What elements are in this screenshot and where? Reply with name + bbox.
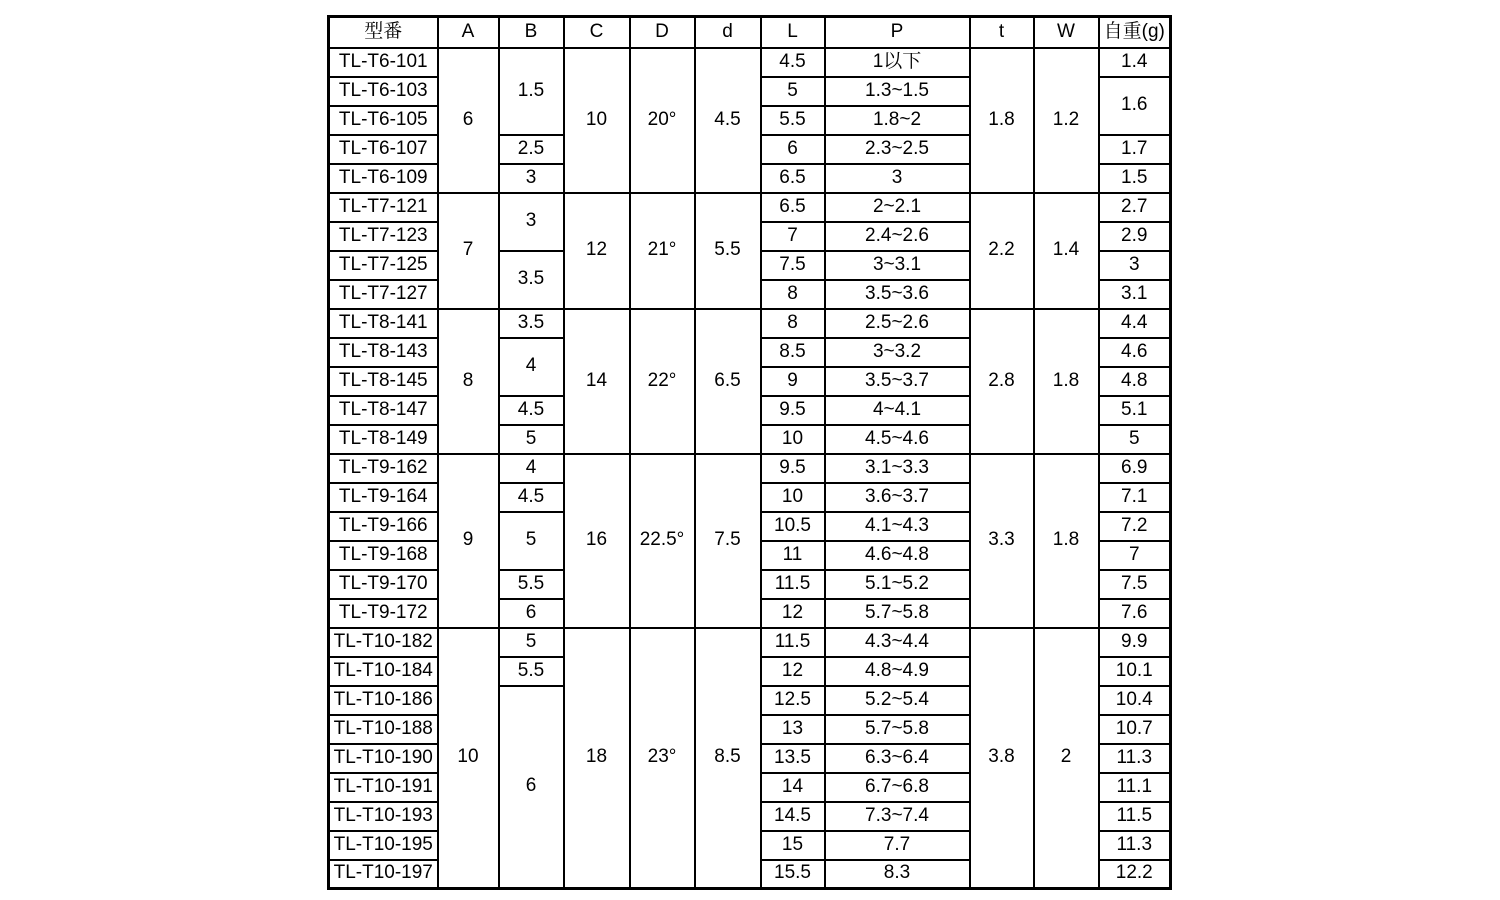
cell-p: 3~3.1 xyxy=(825,251,970,280)
cell-weight: 11.1 xyxy=(1099,773,1171,802)
cell-l: 8.5 xyxy=(761,338,825,367)
cell-l: 13 xyxy=(761,715,825,744)
cell-c: 16 xyxy=(564,454,630,628)
cell-l: 11 xyxy=(761,541,825,570)
cell-d-lower: 4.5 xyxy=(695,48,761,193)
cell-c: 14 xyxy=(564,309,630,454)
cell-p: 6.7~6.8 xyxy=(825,773,970,802)
cell-p: 2.4~2.6 xyxy=(825,222,970,251)
cell-b: 4.5 xyxy=(499,396,564,425)
cell-p: 1以下 xyxy=(825,48,970,77)
cell-p: 1.8~2 xyxy=(825,106,970,135)
table-row xyxy=(329,454,1171,483)
cell-p: 3 xyxy=(825,164,970,193)
cell-b: 6 xyxy=(499,599,564,628)
header-row xyxy=(329,17,1171,48)
cell-weight: 4.6 xyxy=(1099,338,1171,367)
cell-d-upper: 22.5° xyxy=(630,454,695,628)
cell-p: 3~3.2 xyxy=(825,338,970,367)
cell-l: 7 xyxy=(761,222,825,251)
cell-l: 8 xyxy=(761,309,825,338)
cell-w: 1.4 xyxy=(1034,193,1099,309)
cell-weight: 2.9 xyxy=(1099,222,1171,251)
cell-c: 10 xyxy=(564,48,630,193)
cell-p: 2~2.1 xyxy=(825,193,970,222)
cell-b: 5.5 xyxy=(499,570,564,599)
cell-model: TL-T10-191 xyxy=(329,773,438,802)
cell-l: 6 xyxy=(761,135,825,164)
cell-p: 4.3~4.4 xyxy=(825,628,970,657)
cell-b: 5 xyxy=(499,512,564,570)
cell-weight: 7.6 xyxy=(1099,599,1171,628)
cell-l: 5.5 xyxy=(761,106,825,135)
cell-d-upper: 21° xyxy=(630,193,695,309)
cell-p: 3.5~3.7 xyxy=(825,367,970,396)
cell-l: 10 xyxy=(761,483,825,512)
header-weight: 自重(g) xyxy=(1099,17,1171,48)
cell-model: TL-T10-186 xyxy=(329,686,438,715)
cell-w: 1.8 xyxy=(1034,454,1099,628)
cell-model: TL-T7-123 xyxy=(329,222,438,251)
spec-table-container xyxy=(327,15,1172,890)
cell-l: 5 xyxy=(761,77,825,106)
cell-a: 8 xyxy=(438,309,499,454)
cell-b: 3.5 xyxy=(499,309,564,338)
table-row xyxy=(329,193,1171,222)
cell-weight: 6.9 xyxy=(1099,454,1171,483)
cell-model: TL-T10-197 xyxy=(329,860,438,889)
cell-b: 2.5 xyxy=(499,135,564,164)
header-t: t xyxy=(970,17,1034,48)
cell-l: 12 xyxy=(761,599,825,628)
cell-d-upper: 22° xyxy=(630,309,695,454)
header-c: C xyxy=(564,17,630,48)
cell-a: 10 xyxy=(438,628,499,889)
cell-a: 7 xyxy=(438,193,499,309)
cell-model: TL-T8-147 xyxy=(329,396,438,425)
cell-l: 6.5 xyxy=(761,164,825,193)
cell-model: TL-T10-190 xyxy=(329,744,438,773)
cell-weight: 10.1 xyxy=(1099,657,1171,686)
cell-p: 4.8~4.9 xyxy=(825,657,970,686)
cell-model: TL-T10-193 xyxy=(329,802,438,831)
cell-model: TL-T9-172 xyxy=(329,599,438,628)
cell-model: TL-T7-127 xyxy=(329,280,438,309)
cell-l: 15 xyxy=(761,831,825,860)
cell-p: 5.2~5.4 xyxy=(825,686,970,715)
cell-weight: 1.6 xyxy=(1099,77,1171,135)
header-w: W xyxy=(1034,17,1099,48)
cell-model: TL-T10-195 xyxy=(329,831,438,860)
cell-model: TL-T9-170 xyxy=(329,570,438,599)
cell-model: TL-T6-107 xyxy=(329,135,438,164)
header-d-upper: D xyxy=(630,17,695,48)
cell-model: TL-T7-121 xyxy=(329,193,438,222)
cell-weight: 3.1 xyxy=(1099,280,1171,309)
cell-b: 1.5 xyxy=(499,48,564,135)
cell-d-lower: 7.5 xyxy=(695,454,761,628)
cell-model: TL-T6-103 xyxy=(329,77,438,106)
cell-model: TL-T8-149 xyxy=(329,425,438,454)
cell-t: 3.3 xyxy=(970,454,1034,628)
cell-l: 9 xyxy=(761,367,825,396)
cell-l: 10.5 xyxy=(761,512,825,541)
cell-weight: 12.2 xyxy=(1099,860,1171,889)
cell-p: 2.3~2.5 xyxy=(825,135,970,164)
cell-p: 5.7~5.8 xyxy=(825,599,970,628)
cell-a: 9 xyxy=(438,454,499,628)
cell-p: 1.3~1.5 xyxy=(825,77,970,106)
cell-weight: 11.3 xyxy=(1099,744,1171,773)
cell-t: 3.8 xyxy=(970,628,1034,889)
header-b: B xyxy=(499,17,564,48)
cell-model: TL-T8-145 xyxy=(329,367,438,396)
cell-p: 2.5~2.6 xyxy=(825,309,970,338)
cell-model: TL-T10-184 xyxy=(329,657,438,686)
cell-d-lower: 8.5 xyxy=(695,628,761,889)
cell-c: 12 xyxy=(564,193,630,309)
cell-b: 5.5 xyxy=(499,657,564,686)
cell-b: 5 xyxy=(499,425,564,454)
cell-d-upper: 20° xyxy=(630,48,695,193)
cell-b: 4 xyxy=(499,454,564,483)
cell-p: 4~4.1 xyxy=(825,396,970,425)
cell-t: 1.8 xyxy=(970,48,1034,193)
cell-model: TL-T9-162 xyxy=(329,454,438,483)
cell-model: TL-T9-166 xyxy=(329,512,438,541)
cell-l: 11.5 xyxy=(761,570,825,599)
cell-p: 7.3~7.4 xyxy=(825,802,970,831)
cell-p: 7.7 xyxy=(825,831,970,860)
header-a: A xyxy=(438,17,499,48)
cell-p: 4.1~4.3 xyxy=(825,512,970,541)
cell-b: 3.5 xyxy=(499,251,564,309)
cell-t: 2.8 xyxy=(970,309,1034,454)
cell-weight: 9.9 xyxy=(1099,628,1171,657)
cell-p: 5.7~5.8 xyxy=(825,715,970,744)
cell-model: TL-T7-125 xyxy=(329,251,438,280)
cell-l: 9.5 xyxy=(761,454,825,483)
cell-model: TL-T9-168 xyxy=(329,541,438,570)
cell-p: 4.6~4.8 xyxy=(825,541,970,570)
cell-weight: 1.4 xyxy=(1099,48,1171,77)
cell-w: 2 xyxy=(1034,628,1099,889)
cell-p: 6.3~6.4 xyxy=(825,744,970,773)
cell-weight: 2.7 xyxy=(1099,193,1171,222)
header-p: P xyxy=(825,17,970,48)
cell-weight: 7.1 xyxy=(1099,483,1171,512)
cell-weight: 1.5 xyxy=(1099,164,1171,193)
cell-p: 5.1~5.2 xyxy=(825,570,970,599)
spec-table xyxy=(327,15,1172,890)
cell-model: TL-T8-141 xyxy=(329,309,438,338)
cell-model: TL-T10-182 xyxy=(329,628,438,657)
cell-weight: 3 xyxy=(1099,251,1171,280)
cell-weight: 11.5 xyxy=(1099,802,1171,831)
cell-l: 4.5 xyxy=(761,48,825,77)
cell-l: 12 xyxy=(761,657,825,686)
cell-model: TL-T9-164 xyxy=(329,483,438,512)
cell-l: 9.5 xyxy=(761,396,825,425)
cell-model: TL-T8-143 xyxy=(329,338,438,367)
cell-model: TL-T6-105 xyxy=(329,106,438,135)
cell-d-lower: 5.5 xyxy=(695,193,761,309)
cell-a: 6 xyxy=(438,48,499,193)
header-l: L xyxy=(761,17,825,48)
cell-l: 8 xyxy=(761,280,825,309)
cell-l: 7.5 xyxy=(761,251,825,280)
cell-b: 4.5 xyxy=(499,483,564,512)
cell-l: 14.5 xyxy=(761,802,825,831)
cell-t: 2.2 xyxy=(970,193,1034,309)
cell-l: 6.5 xyxy=(761,193,825,222)
cell-d-lower: 6.5 xyxy=(695,309,761,454)
header-d-lower: d xyxy=(695,17,761,48)
table-row xyxy=(329,309,1171,338)
cell-weight: 7.2 xyxy=(1099,512,1171,541)
cell-weight: 7 xyxy=(1099,541,1171,570)
cell-c: 18 xyxy=(564,628,630,889)
cell-p: 3.1~3.3 xyxy=(825,454,970,483)
cell-l: 13.5 xyxy=(761,744,825,773)
cell-weight: 5 xyxy=(1099,425,1171,454)
cell-b: 4 xyxy=(499,338,564,396)
cell-p: 4.5~4.6 xyxy=(825,425,970,454)
cell-b: 5 xyxy=(499,628,564,657)
cell-model: TL-T6-101 xyxy=(329,48,438,77)
cell-weight: 10.7 xyxy=(1099,715,1171,744)
cell-l: 11.5 xyxy=(761,628,825,657)
cell-l: 10 xyxy=(761,425,825,454)
cell-weight: 5.1 xyxy=(1099,396,1171,425)
header-model: 型番 xyxy=(329,17,438,48)
cell-weight: 1.7 xyxy=(1099,135,1171,164)
cell-p: 3.5~3.6 xyxy=(825,280,970,309)
cell-w: 1.8 xyxy=(1034,309,1099,454)
cell-p: 8.3 xyxy=(825,860,970,889)
table-row xyxy=(329,628,1171,657)
cell-model: TL-T6-109 xyxy=(329,164,438,193)
cell-p: 3.6~3.7 xyxy=(825,483,970,512)
cell-weight: 11.3 xyxy=(1099,831,1171,860)
cell-weight: 4.8 xyxy=(1099,367,1171,396)
cell-l: 15.5 xyxy=(761,860,825,889)
cell-d-upper: 23° xyxy=(630,628,695,889)
cell-w: 1.2 xyxy=(1034,48,1099,193)
cell-l: 12.5 xyxy=(761,686,825,715)
cell-weight: 4.4 xyxy=(1099,309,1171,338)
table-row xyxy=(329,48,1171,77)
cell-b: 6 xyxy=(499,686,564,889)
cell-weight: 7.5 xyxy=(1099,570,1171,599)
cell-l: 14 xyxy=(761,773,825,802)
cell-b: 3 xyxy=(499,193,564,251)
cell-weight: 10.4 xyxy=(1099,686,1171,715)
cell-b: 3 xyxy=(499,164,564,193)
cell-model: TL-T10-188 xyxy=(329,715,438,744)
